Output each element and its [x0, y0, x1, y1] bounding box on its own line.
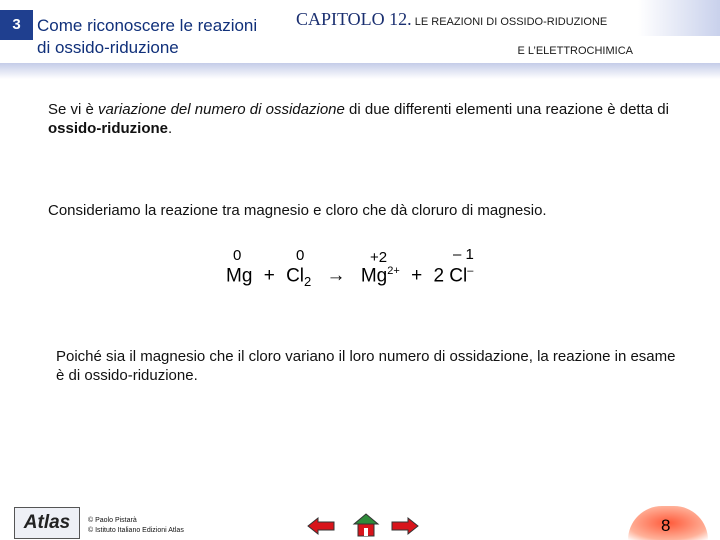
p1-strong: ossido-riduzione [48, 120, 168, 137]
ox-number-cl-minus: – 1 [453, 246, 474, 263]
header-divider [0, 63, 720, 79]
home-icon[interactable] [352, 512, 380, 538]
chapter-sub-1: LE REAZIONI DI OSSIDO-RIDUZIONE [414, 16, 608, 28]
page-number: 8 [661, 516, 671, 535]
page-title [37, 15, 257, 59]
p1-emphasis: variazione del numero di ossidazione [98, 101, 345, 118]
paragraph-conclusion: Poiché sia il magnesio che il cloro variano il loro numero di ossidazione, la reazione in esame è di ossido-riduzione. [56, 348, 676, 384]
slide-number: 3 [0, 10, 33, 40]
credit-author: © Paolo Pistarà [88, 517, 137, 524]
chemical-equation [226, 265, 473, 289]
eq-plus-2: + [411, 265, 423, 287]
paragraph-example: Consideriamo la reazione tra magnesio e cloro che dà cloruro di magnesio. [48, 202, 547, 219]
chapter-sub-2: E L’ELETTROCHIMICA [517, 45, 633, 57]
ox-number-mg2: +2 [370, 249, 388, 266]
eq-cl-sup: – [467, 265, 474, 277]
atlas-logo: Atlas [14, 507, 80, 539]
eq-plus-1: + [263, 265, 275, 287]
ox-number-cl: 0 [296, 247, 305, 264]
eq-cl-sub: 2 [304, 274, 312, 290]
reaction-arrow-icon: → [326, 265, 346, 287]
chapter-label: CAPITOLO 12. [296, 9, 412, 29]
header-corner-gradient [638, 0, 720, 36]
eq-2cl: 2 Cl [433, 265, 468, 287]
chapter-heading [296, 9, 607, 30]
eq-mg2: Mg [360, 265, 388, 287]
credit-publisher: © Istituto Italiano Edizioni Atlas [88, 527, 184, 534]
eq-cl: Cl [286, 265, 305, 287]
back-arrow-icon[interactable] [306, 516, 336, 536]
eq-mg2-sup: 2+ [387, 265, 400, 277]
credits [88, 516, 184, 536]
title-line-2: di ossido-riduzione [37, 38, 179, 57]
p1-text-c: . [168, 120, 173, 137]
p1-text-a: Se vi è [48, 101, 99, 118]
p1-text-b: di due differenti elementi una reazione è detta di [344, 101, 669, 118]
title-line-1: Come riconoscere le reazioni [37, 16, 258, 35]
paragraph-definition [48, 100, 673, 138]
forward-arrow-icon[interactable] [390, 516, 420, 536]
eq-mg: Mg [226, 265, 253, 287]
ox-number-mg: 0 [233, 247, 242, 264]
